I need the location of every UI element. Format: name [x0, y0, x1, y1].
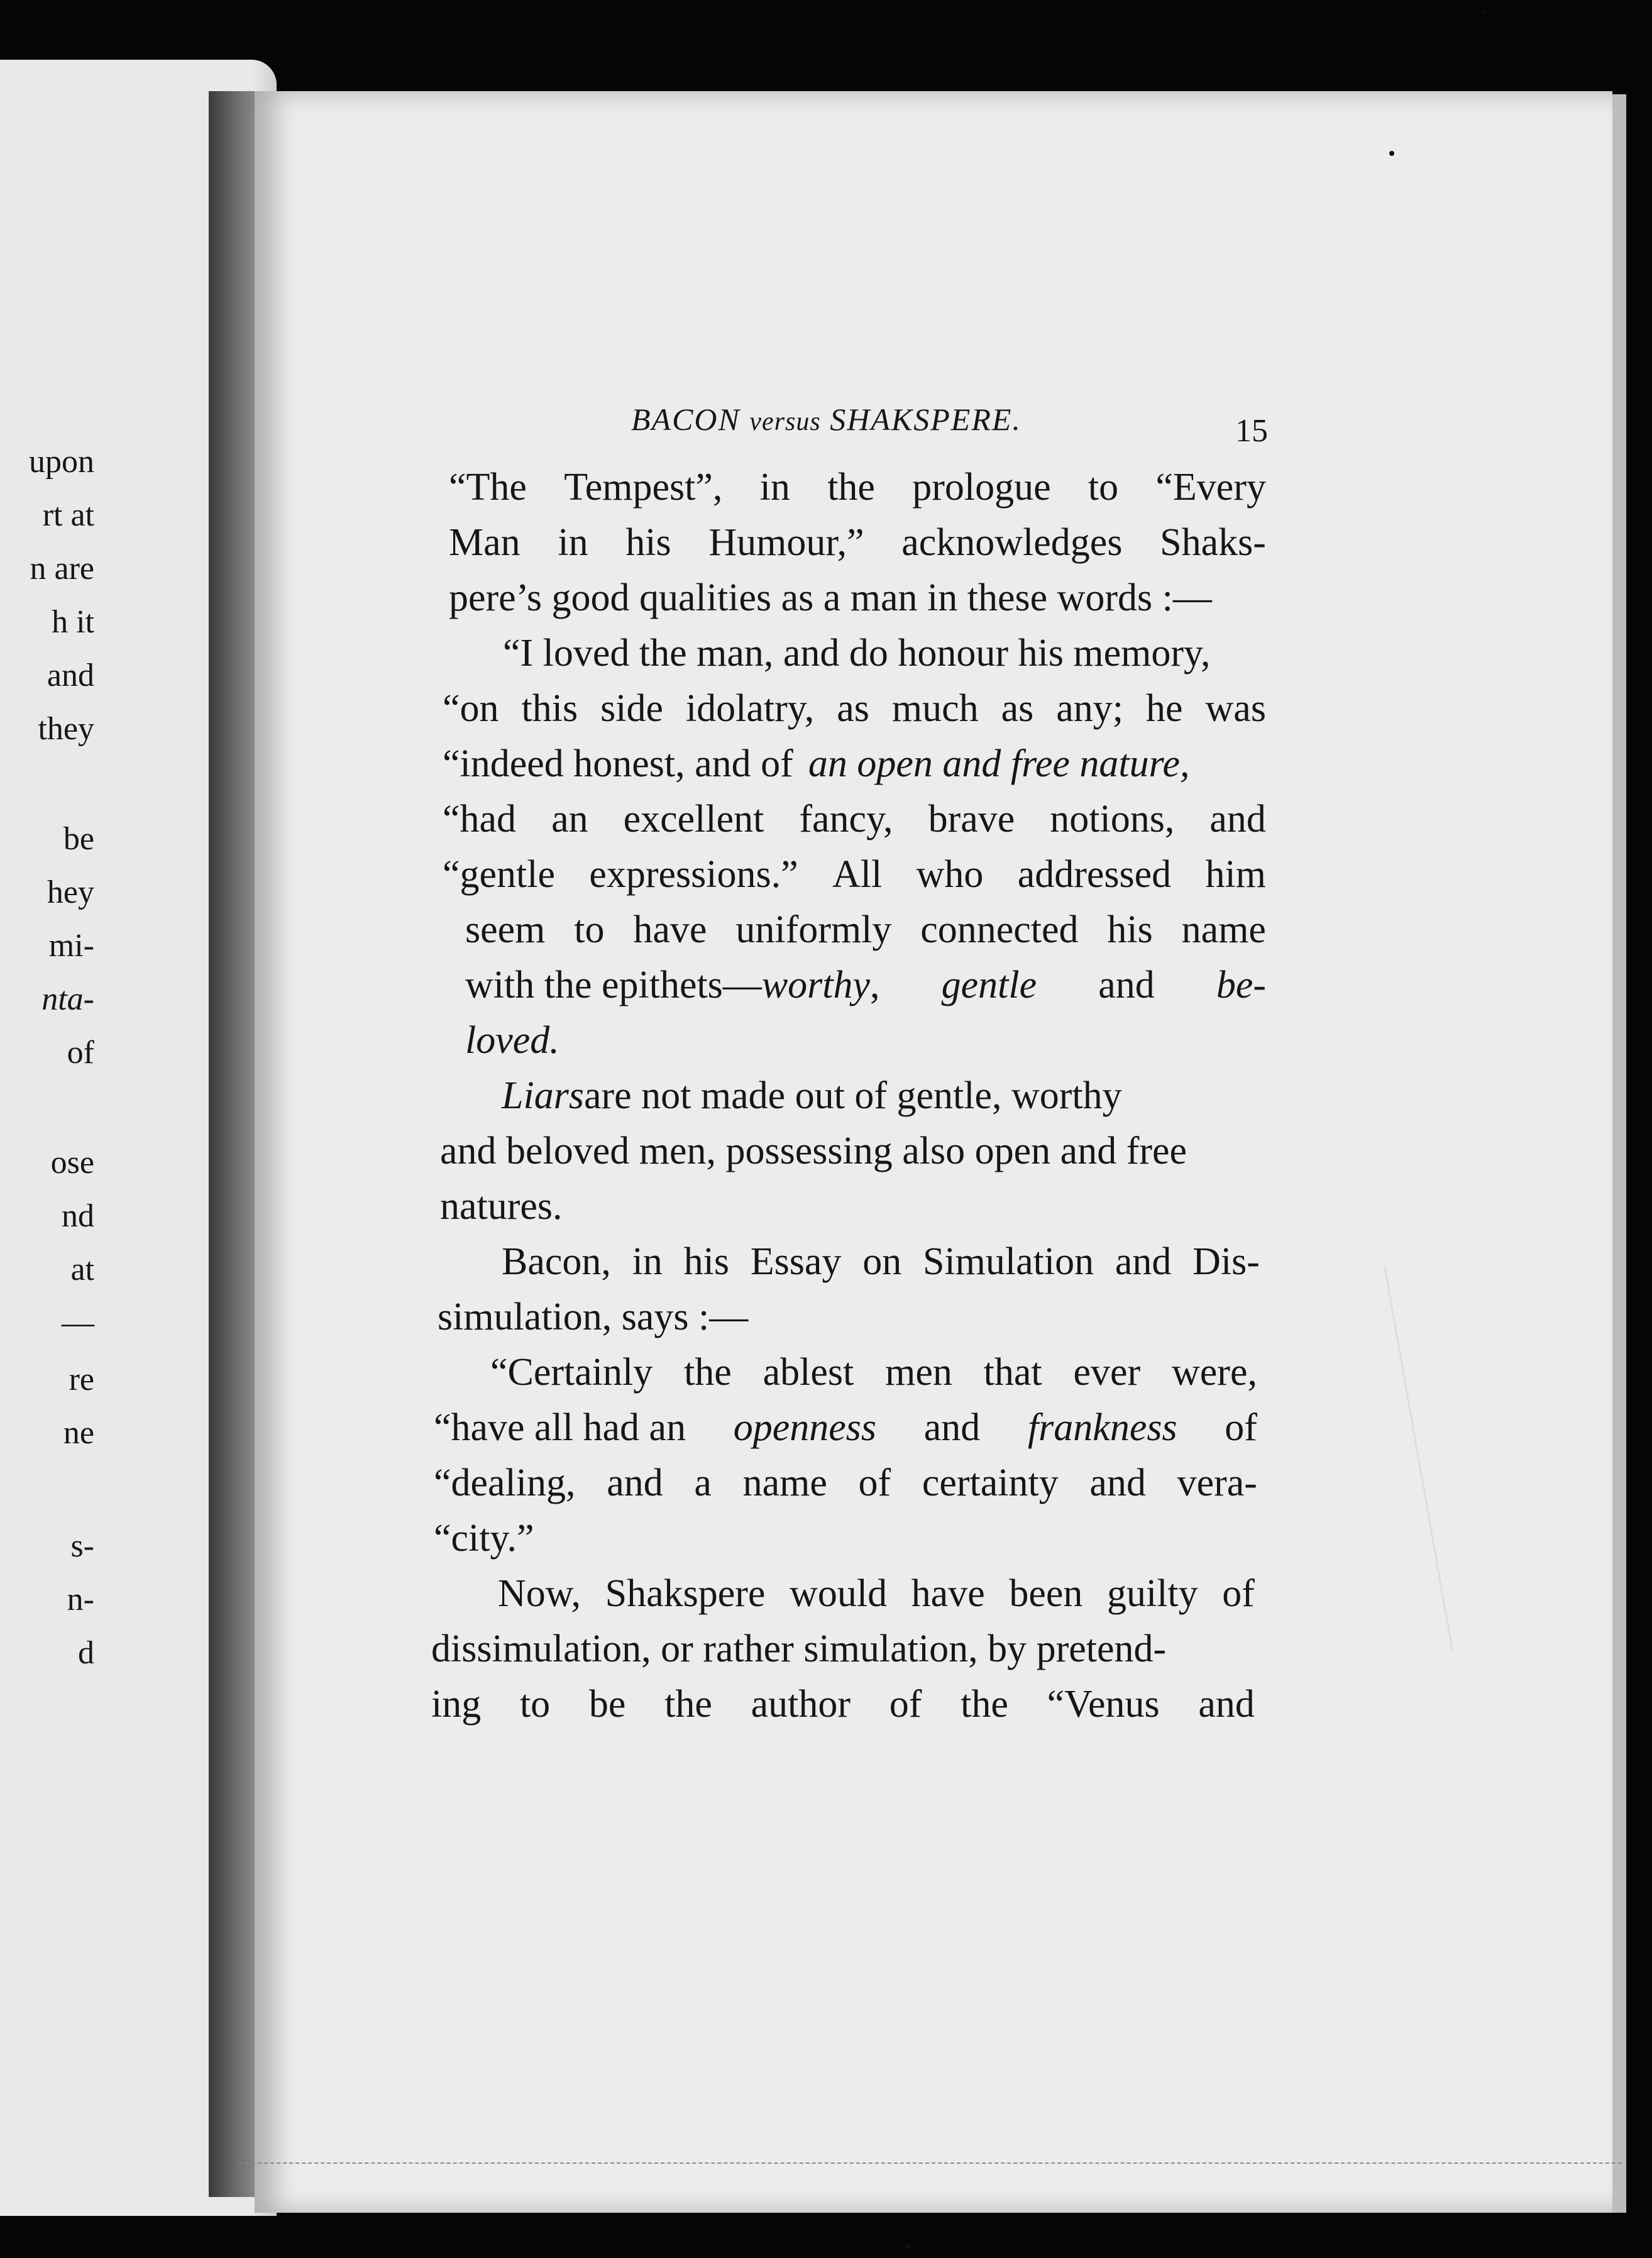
text-line: [503, 631, 1226, 675]
facing-page-line: d: [78, 1635, 94, 1671]
word: be: [588, 1683, 626, 1726]
word: was: [1205, 687, 1266, 730]
word: his: [1107, 908, 1153, 951]
word: have: [633, 908, 707, 951]
word: on: [862, 1240, 902, 1283]
facing-page-line: and: [47, 658, 94, 693]
emphasis-text: gentle: [941, 964, 1037, 1006]
scan-speck: [905, 2244, 910, 2249]
facing-page-line: —: [62, 1305, 94, 1341]
word: author: [751, 1683, 851, 1726]
word: ing: [431, 1683, 482, 1726]
facing-page-line: ne: [63, 1415, 94, 1451]
word: Bacon,: [502, 1240, 611, 1283]
facing-page-line: h it: [52, 604, 94, 640]
word: been: [1009, 1572, 1083, 1615]
line-text: “indeed honest, and of: [443, 742, 793, 785]
word: “gentle: [443, 853, 556, 896]
text-line: [443, 797, 1266, 841]
facing-page-line: at: [70, 1252, 94, 1287]
line-text: “have all had an: [434, 1406, 686, 1449]
word: side: [600, 687, 663, 730]
word: fancy,: [799, 798, 893, 840]
word: excellent: [623, 798, 764, 840]
word: connected: [920, 908, 1079, 951]
text-line: [431, 1627, 1181, 1671]
line-text: [465, 963, 880, 1007]
text-line: [434, 1406, 1257, 1450]
word: men: [885, 1351, 952, 1394]
word: his: [683, 1240, 730, 1283]
scan-speck: [1389, 151, 1394, 156]
word: in: [759, 466, 790, 509]
line-text: “city.”: [434, 1517, 534, 1560]
text-line: [498, 1572, 1255, 1616]
word: of: [889, 1683, 922, 1726]
facing-page-line: ose: [50, 1145, 94, 1181]
word: and: [1209, 798, 1266, 840]
word: a: [694, 1462, 712, 1504]
word: and: [1089, 1462, 1146, 1504]
text-line: [490, 1350, 1257, 1394]
line-text: are not made out of gentle, worthy: [583, 1074, 1122, 1117]
emphasis-text: Liars: [502, 1074, 584, 1117]
word: this: [521, 687, 578, 730]
word: he: [1146, 687, 1183, 730]
word: ablest: [763, 1351, 854, 1394]
line-text: and: [923, 1406, 981, 1449]
facing-page-line: n-: [67, 1582, 94, 1617]
page-edge: [1612, 94, 1626, 2213]
word: “Venus: [1047, 1683, 1160, 1726]
word: vera-: [1177, 1462, 1257, 1504]
word: prologue: [912, 466, 1051, 509]
text-line: [449, 576, 1227, 620]
emphasis-text: be-: [1216, 964, 1266, 1006]
word: notions,: [1050, 798, 1175, 840]
word: and: [1115, 1240, 1172, 1283]
word: brave: [928, 798, 1015, 840]
word: “on: [443, 687, 499, 730]
word: in: [558, 521, 588, 564]
text-line: [434, 1516, 549, 1560]
word: the: [827, 466, 875, 509]
facing-page-line: nta-: [41, 981, 94, 1017]
word: the: [684, 1351, 732, 1394]
word: who: [916, 853, 984, 896]
word: guilty: [1106, 1572, 1198, 1615]
line-text: and beloved men, possessing also open and free: [440, 1130, 1187, 1172]
line-text-part: with the epithets—: [465, 964, 762, 1006]
word: name: [1181, 908, 1266, 951]
scan-speck: [1484, 11, 1487, 14]
word: any;: [1056, 687, 1124, 730]
facing-page-line: n are: [30, 551, 94, 587]
line-text: “I loved the man, and do honour his memory,: [503, 632, 1211, 675]
text-line: [434, 1461, 1257, 1505]
line-text: dissimulation, or rather simulation, by pretend-: [431, 1627, 1167, 1670]
emphasis-text: openness: [733, 1406, 877, 1449]
word: that: [983, 1351, 1042, 1394]
word: much: [891, 687, 979, 730]
line-text: and: [1098, 964, 1155, 1006]
text-line: [449, 465, 1266, 509]
word: of: [858, 1462, 891, 1504]
running-head-right: SHAKSPERE.: [830, 402, 1021, 437]
line-text: natures.: [440, 1185, 563, 1228]
running-head: [631, 401, 1021, 438]
facing-page-line: rt at: [42, 497, 94, 533]
word: ever: [1073, 1351, 1141, 1394]
word: his: [625, 521, 671, 564]
text-line: [443, 742, 1190, 786]
word: of: [1222, 1572, 1255, 1615]
word: addressed: [1017, 853, 1172, 896]
line-text: of: [1225, 1406, 1257, 1449]
word: Dis-: [1192, 1240, 1260, 1283]
line-text: pere’s good qualities as a man in these words :—: [449, 576, 1212, 619]
word: “Certainly: [490, 1351, 653, 1394]
facing-page-line: hey: [47, 874, 94, 910]
facing-page-line: of: [67, 1035, 94, 1071]
word: seem: [465, 908, 546, 951]
word: Man: [449, 521, 520, 564]
text-line: [465, 908, 1266, 952]
word: Now,: [498, 1572, 581, 1615]
facing-page-line: nd: [62, 1198, 94, 1234]
word: the: [664, 1683, 712, 1726]
text-line: [431, 1682, 1255, 1726]
word: “dealing,: [434, 1462, 576, 1504]
text-line: [502, 1240, 1260, 1284]
word: “The: [449, 466, 527, 509]
word: as: [837, 687, 869, 730]
word: Humour,”: [708, 521, 864, 564]
word: All: [832, 853, 883, 896]
word: him: [1205, 853, 1266, 896]
word: have: [911, 1572, 985, 1615]
word: “had: [443, 798, 517, 840]
facing-page-line: upon: [29, 444, 94, 480]
word: name: [742, 1462, 827, 1504]
page-bottom-edge: [239, 2162, 1622, 2174]
text-line: [449, 520, 1266, 564]
text-line: [443, 852, 1266, 896]
facing-page-line: mi-: [48, 928, 94, 964]
word: Simulation: [922, 1240, 1094, 1283]
text-line: [502, 1074, 1137, 1118]
word: and: [1198, 1683, 1255, 1726]
word: to: [574, 908, 605, 951]
word: Shakspere: [605, 1572, 766, 1615]
word: acknowledges: [901, 521, 1123, 564]
word: Shaks-: [1160, 521, 1266, 564]
emphasis-text: loved.: [465, 1019, 559, 1062]
word: uniformly: [735, 908, 892, 951]
emphasis-text: frankness: [1027, 1406, 1177, 1449]
word: as: [1001, 687, 1034, 730]
word: to: [1088, 466, 1119, 509]
emphasis-text: worthy: [761, 964, 871, 1006]
text-line: [440, 1129, 1202, 1173]
line-text-part: ,: [870, 964, 880, 1006]
word: idolatry,: [685, 687, 815, 730]
word: and: [607, 1462, 663, 1504]
facing-page-line: be: [63, 821, 94, 857]
running-head-left: BACON: [631, 402, 741, 437]
word: to: [519, 1683, 551, 1726]
text-line: [465, 963, 1266, 1007]
running-head-versus: versus: [749, 407, 821, 436]
word: Tempest”,: [564, 466, 723, 509]
word: were,: [1172, 1351, 1257, 1394]
text-line: [438, 1295, 763, 1339]
text-line: [465, 1018, 559, 1062]
text-line: [443, 686, 1266, 730]
facing-page-line: s-: [70, 1528, 94, 1564]
facing-page-line: re: [69, 1362, 94, 1397]
word: the: [961, 1683, 1008, 1726]
line-text: simulation, says :—: [438, 1296, 749, 1338]
word: Essay: [750, 1240, 842, 1283]
facing-page-line: they: [38, 711, 94, 747]
word: an: [551, 798, 588, 840]
text-line: [440, 1184, 578, 1228]
word: in: [632, 1240, 663, 1283]
word: would: [790, 1572, 888, 1615]
word: certainty: [922, 1462, 1059, 1504]
page-number: 15: [1235, 413, 1268, 449]
emphasis-text: an open and free nature,: [808, 742, 1190, 785]
word: “Every: [1155, 466, 1266, 509]
word: expressions.”: [589, 853, 798, 896]
